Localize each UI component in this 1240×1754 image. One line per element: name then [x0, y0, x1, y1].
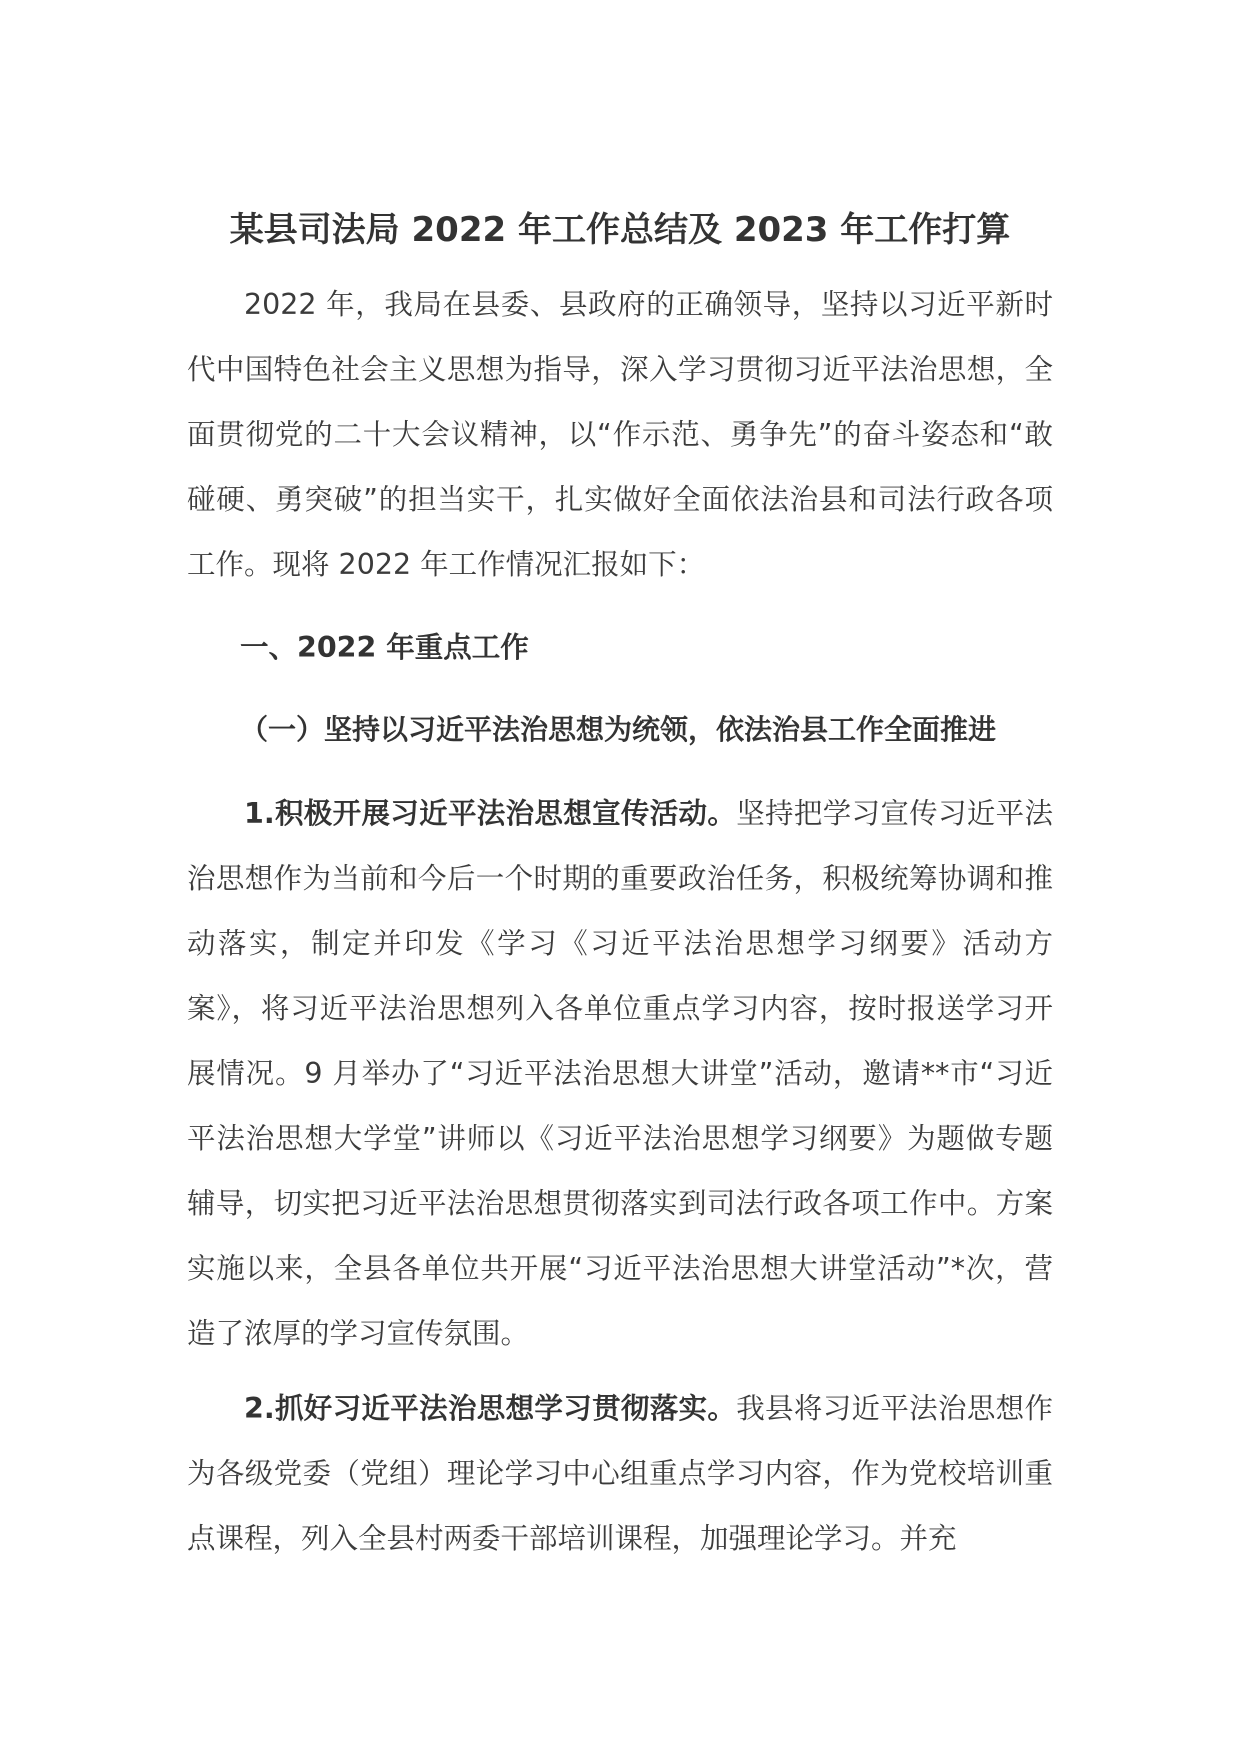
intro-block [187, 272, 1053, 597]
item-text: 坚持把学习宣传习近平法治思想作为当前和今后一个时期的重要政治任务，积极统筹协调和推动落实，制定并印发《学习《习近平法治思想学习纲要》活动方案》，将习近平法治思想列入各单位重点学习内容，按时报送学习开展情况。9 月举办了“习近平法治思想大讲堂”活动，邀请**市“习近平法治思想大学堂”讲师以《习近平法治思想学习纲要》为题做专题辅导，切实把习近平法治思想贯彻落实到司法行政各项工作中。方案实施以来，全县各单位共开展“习近平法治思想大讲堂活动”*次，营造了浓厚的学习宣传氛围。 [187, 797, 1053, 1350]
intro-paragraph: 2022 年，我局在县委、县政府的正确领导，坚持以习近平新时代中国特色社会主义思想为指导，深入学习贯彻习近平法治思想，全面贯彻党的二十大会议精神，以“作示范、勇争先”的奋斗姿态和“敢碰硬、勇突破”的担当实干，扎实做好全面依法治县和司法行政各项工作。现将 2022 年工作情况汇报如下： [187, 288, 1053, 581]
item-paragraph-2 [187, 1376, 1053, 1571]
subsection-heading: （一）坚持以习近平法治思想为统领，依法治县工作全面推进 [240, 713, 997, 746]
section-heading: 一、2022 年重点工作 [240, 631, 529, 664]
document-title: 某县司法局 2022 年工作总结及 2023 年工作打算 [229, 210, 1011, 250]
item-lead: 1.积极开展习近平法治思想宣传活动。 [244, 797, 737, 830]
item-text: 我县将习近平法治思想作为各级党委（党组）理论学习中心组重点学习内容，作为党校培训重点课程，列入全县村两委干部培训课程，加强理论学习。并充 [187, 1392, 1053, 1555]
item-lead: 2.抓好习近平法治思想学习贯彻落实。 [244, 1392, 737, 1425]
item-paragraph-1 [187, 781, 1053, 1366]
